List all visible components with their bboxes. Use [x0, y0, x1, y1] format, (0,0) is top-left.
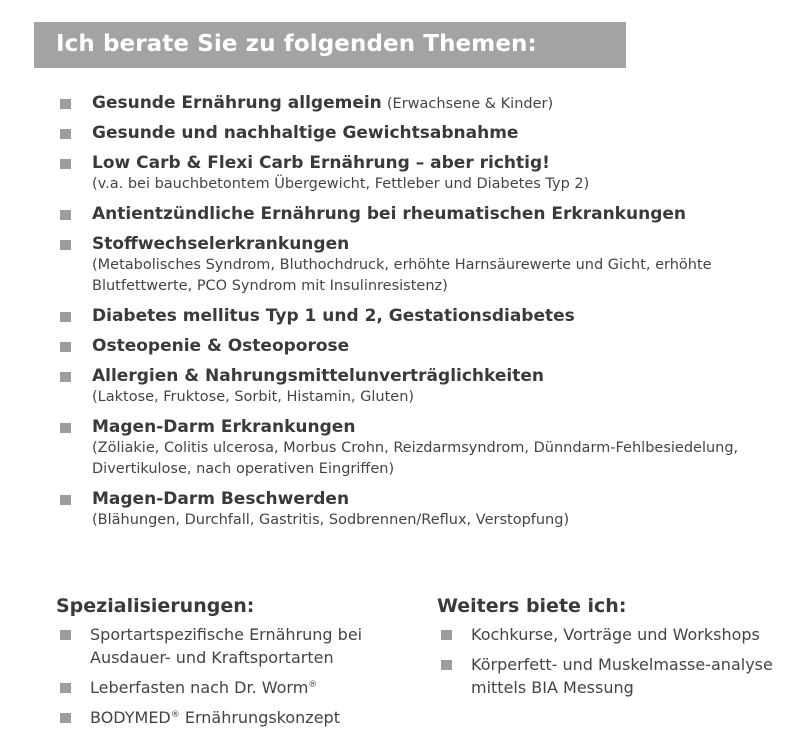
topic-inline-note: (Erwachsene & Kinder) [386, 96, 554, 112]
topic-title: Antientzündliche Ernährung bei rheumatischen Erkrankungen [92, 204, 686, 224]
list-item [56, 706, 426, 729]
specialization-text: Sportartspezifische Ernährung bei Ausdauer- und Kraftsportarten [90, 625, 363, 667]
square-bullet-icon [60, 159, 71, 169]
list-item [437, 653, 777, 699]
specialization-suffix: Ernährungskonzept [179, 708, 340, 727]
list-item [60, 152, 780, 195]
topic-title: Osteopenie & Osteoporose [92, 336, 350, 356]
list-item [60, 92, 780, 114]
topic-detail: (v.a. bei bauchbetontem Übergewicht, Fettleber und Diabetes Typ 2) [92, 176, 590, 192]
topic-detail: (Metabolisches Syndrom, Bluthochdruck, erhöhte Harnsäurewerte und Gicht, erhöhte Blutfettwerte, PCO Syndrom mit Insulinresistenz) [92, 257, 712, 294]
square-bullet-icon [60, 372, 71, 382]
offers-heading: Weiters biete ich: [437, 595, 627, 617]
specializations-heading: Spezialisierungen: [56, 595, 255, 617]
list-item [60, 335, 780, 357]
offers-list [437, 623, 777, 699]
list-item [56, 623, 426, 669]
registered-mark: ® [308, 680, 318, 690]
topic-title: Gesunde Ernährung allgemein [92, 93, 382, 113]
list-item [60, 365, 780, 408]
list-item [60, 305, 780, 327]
topic-title: Allergien & Nahrungsmittelunverträglichkeiten [92, 366, 544, 386]
square-bullet-icon [60, 713, 71, 723]
square-bullet-icon [441, 630, 452, 640]
topic-title: Diabetes mellitus Typ 1 und 2, Gestationsdiabetes [92, 306, 575, 326]
square-bullet-icon [60, 210, 71, 220]
topic-title: Magen-Darm Erkrankungen [92, 417, 356, 437]
list-item [60, 233, 780, 297]
topic-detail: (Laktose, Fruktose, Sorbit, Histamin, Gluten) [92, 389, 415, 405]
square-bullet-icon [60, 683, 71, 693]
specializations-list [56, 623, 426, 729]
offer-text: Körperfett- und Muskelmasse-analyse mittels BIA Messung [471, 655, 773, 697]
specialization-text: BODYMED [90, 708, 171, 727]
page-title: Ich berate Sie zu folgenden Themen: [56, 31, 537, 57]
square-bullet-icon [60, 312, 71, 322]
list-item [437, 623, 777, 646]
square-bullet-icon [60, 423, 71, 433]
topics-list [60, 92, 780, 539]
topic-detail: (Blähungen, Durchfall, Gastritis, Sodbrennen/Reflux, Verstopfung) [92, 512, 570, 528]
specialization-text: Leberfasten nach Dr. Worm [90, 678, 309, 697]
square-bullet-icon [60, 129, 71, 139]
offers-section [437, 593, 777, 706]
offer-text: Kochkurse, Vorträge und Workshops [471, 625, 760, 644]
header-banner [34, 22, 626, 68]
list-item [60, 488, 780, 531]
square-bullet-icon [441, 660, 452, 670]
specializations-section [56, 593, 426, 736]
list-item [60, 122, 780, 144]
list-item [60, 203, 780, 225]
registered-mark: ® [170, 710, 180, 720]
square-bullet-icon [60, 342, 71, 352]
square-bullet-icon [60, 240, 71, 250]
list-item [60, 416, 780, 480]
topic-detail: (Zöliakie, Colitis ulcerosa, Morbus Crohn, Reizdarmsyndrom, Dünndarm-Fehlbesiedelung, Divertikulose, nach operativen Eingriffen) [92, 440, 739, 477]
topic-title: Low Carb & Flexi Carb Ernährung – aber richtig! [92, 153, 550, 173]
square-bullet-icon [60, 630, 71, 640]
square-bullet-icon [60, 99, 71, 109]
topic-title: Gesunde und nachhaltige Gewichtsabnahme [92, 123, 519, 143]
topic-title: Magen-Darm Beschwerden [92, 489, 350, 509]
list-item [56, 676, 426, 699]
square-bullet-icon [60, 495, 71, 505]
topic-title: Stoffwechselerkrankungen [92, 234, 350, 254]
